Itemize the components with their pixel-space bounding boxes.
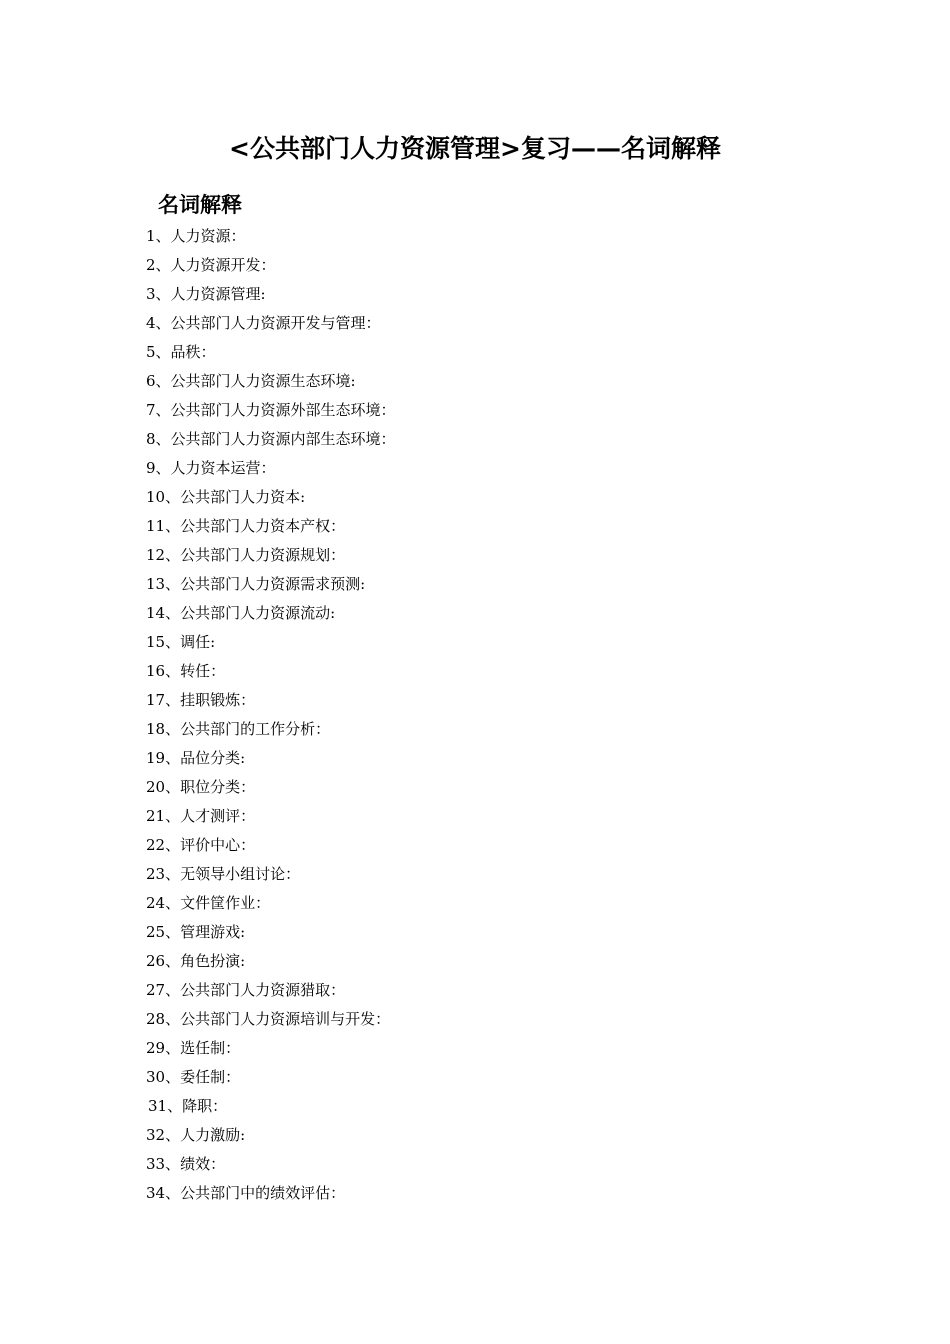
term-item: 15、调任: xyxy=(146,633,216,651)
term-item: 3、人力资源管理: xyxy=(146,285,266,303)
term-item: 23、无领导小组讨论： xyxy=(146,865,301,883)
term-list xyxy=(146,222,396,1208)
term-item: 5、品秩： xyxy=(146,343,216,361)
term-item: 30、委任制： xyxy=(146,1068,241,1086)
term-item: 17、挂职锻炼： xyxy=(146,691,256,709)
term-item: 16、转任： xyxy=(146,662,226,680)
term-item: 33、绩效： xyxy=(146,1155,226,1173)
term-item: 34、公共部门中的绩效评估： xyxy=(146,1184,346,1202)
document-title: <公共部门人力资源管理>复习——名词解释 xyxy=(229,134,721,163)
term-item: 12、公共部门人力资源规划： xyxy=(146,546,346,564)
term-item: 27、公共部门人力资源猎取： xyxy=(146,981,346,999)
term-item: 13、公共部门人力资源需求预测: xyxy=(146,575,366,593)
term-item: 2、人力资源开发： xyxy=(146,256,276,274)
term-item: 29、选任制： xyxy=(146,1039,241,1057)
section-heading: 名词解释 xyxy=(158,193,242,217)
term-item: 1、人力资源： xyxy=(146,227,246,245)
term-item: 22、评价中心： xyxy=(146,836,256,854)
term-item: 11、公共部门人力资本产权： xyxy=(146,517,346,535)
term-item: 8、公共部门人力资源内部生态环境： xyxy=(146,430,396,448)
term-item: 28、公共部门人力资源培训与开发： xyxy=(146,1010,391,1028)
term-item: 14、公共部门人力资源流动: xyxy=(146,604,336,622)
term-item: 31、降职： xyxy=(148,1097,228,1115)
term-item: 20、职位分类： xyxy=(146,778,256,796)
term-item: 9、人力资本运营： xyxy=(146,459,276,477)
term-item: 19、品位分类: xyxy=(146,749,246,767)
term-item: 18、公共部门的工作分析： xyxy=(146,720,331,738)
term-item: 26、角色扮演: xyxy=(146,952,246,970)
term-item: 32、人力激励: xyxy=(146,1126,246,1144)
term-item: 4、公共部门人力资源开发与管理： xyxy=(146,314,381,332)
term-item: 7、公共部门人力资源外部生态环境： xyxy=(146,401,396,419)
term-item: 10、公共部门人力资本: xyxy=(146,488,306,506)
term-item: 6、公共部门人力资源生态环境: xyxy=(146,372,356,390)
term-item: 25、管理游戏: xyxy=(146,923,246,941)
term-item: 21、人才测评： xyxy=(146,807,256,825)
term-item: 24、文件筐作业： xyxy=(146,894,271,912)
